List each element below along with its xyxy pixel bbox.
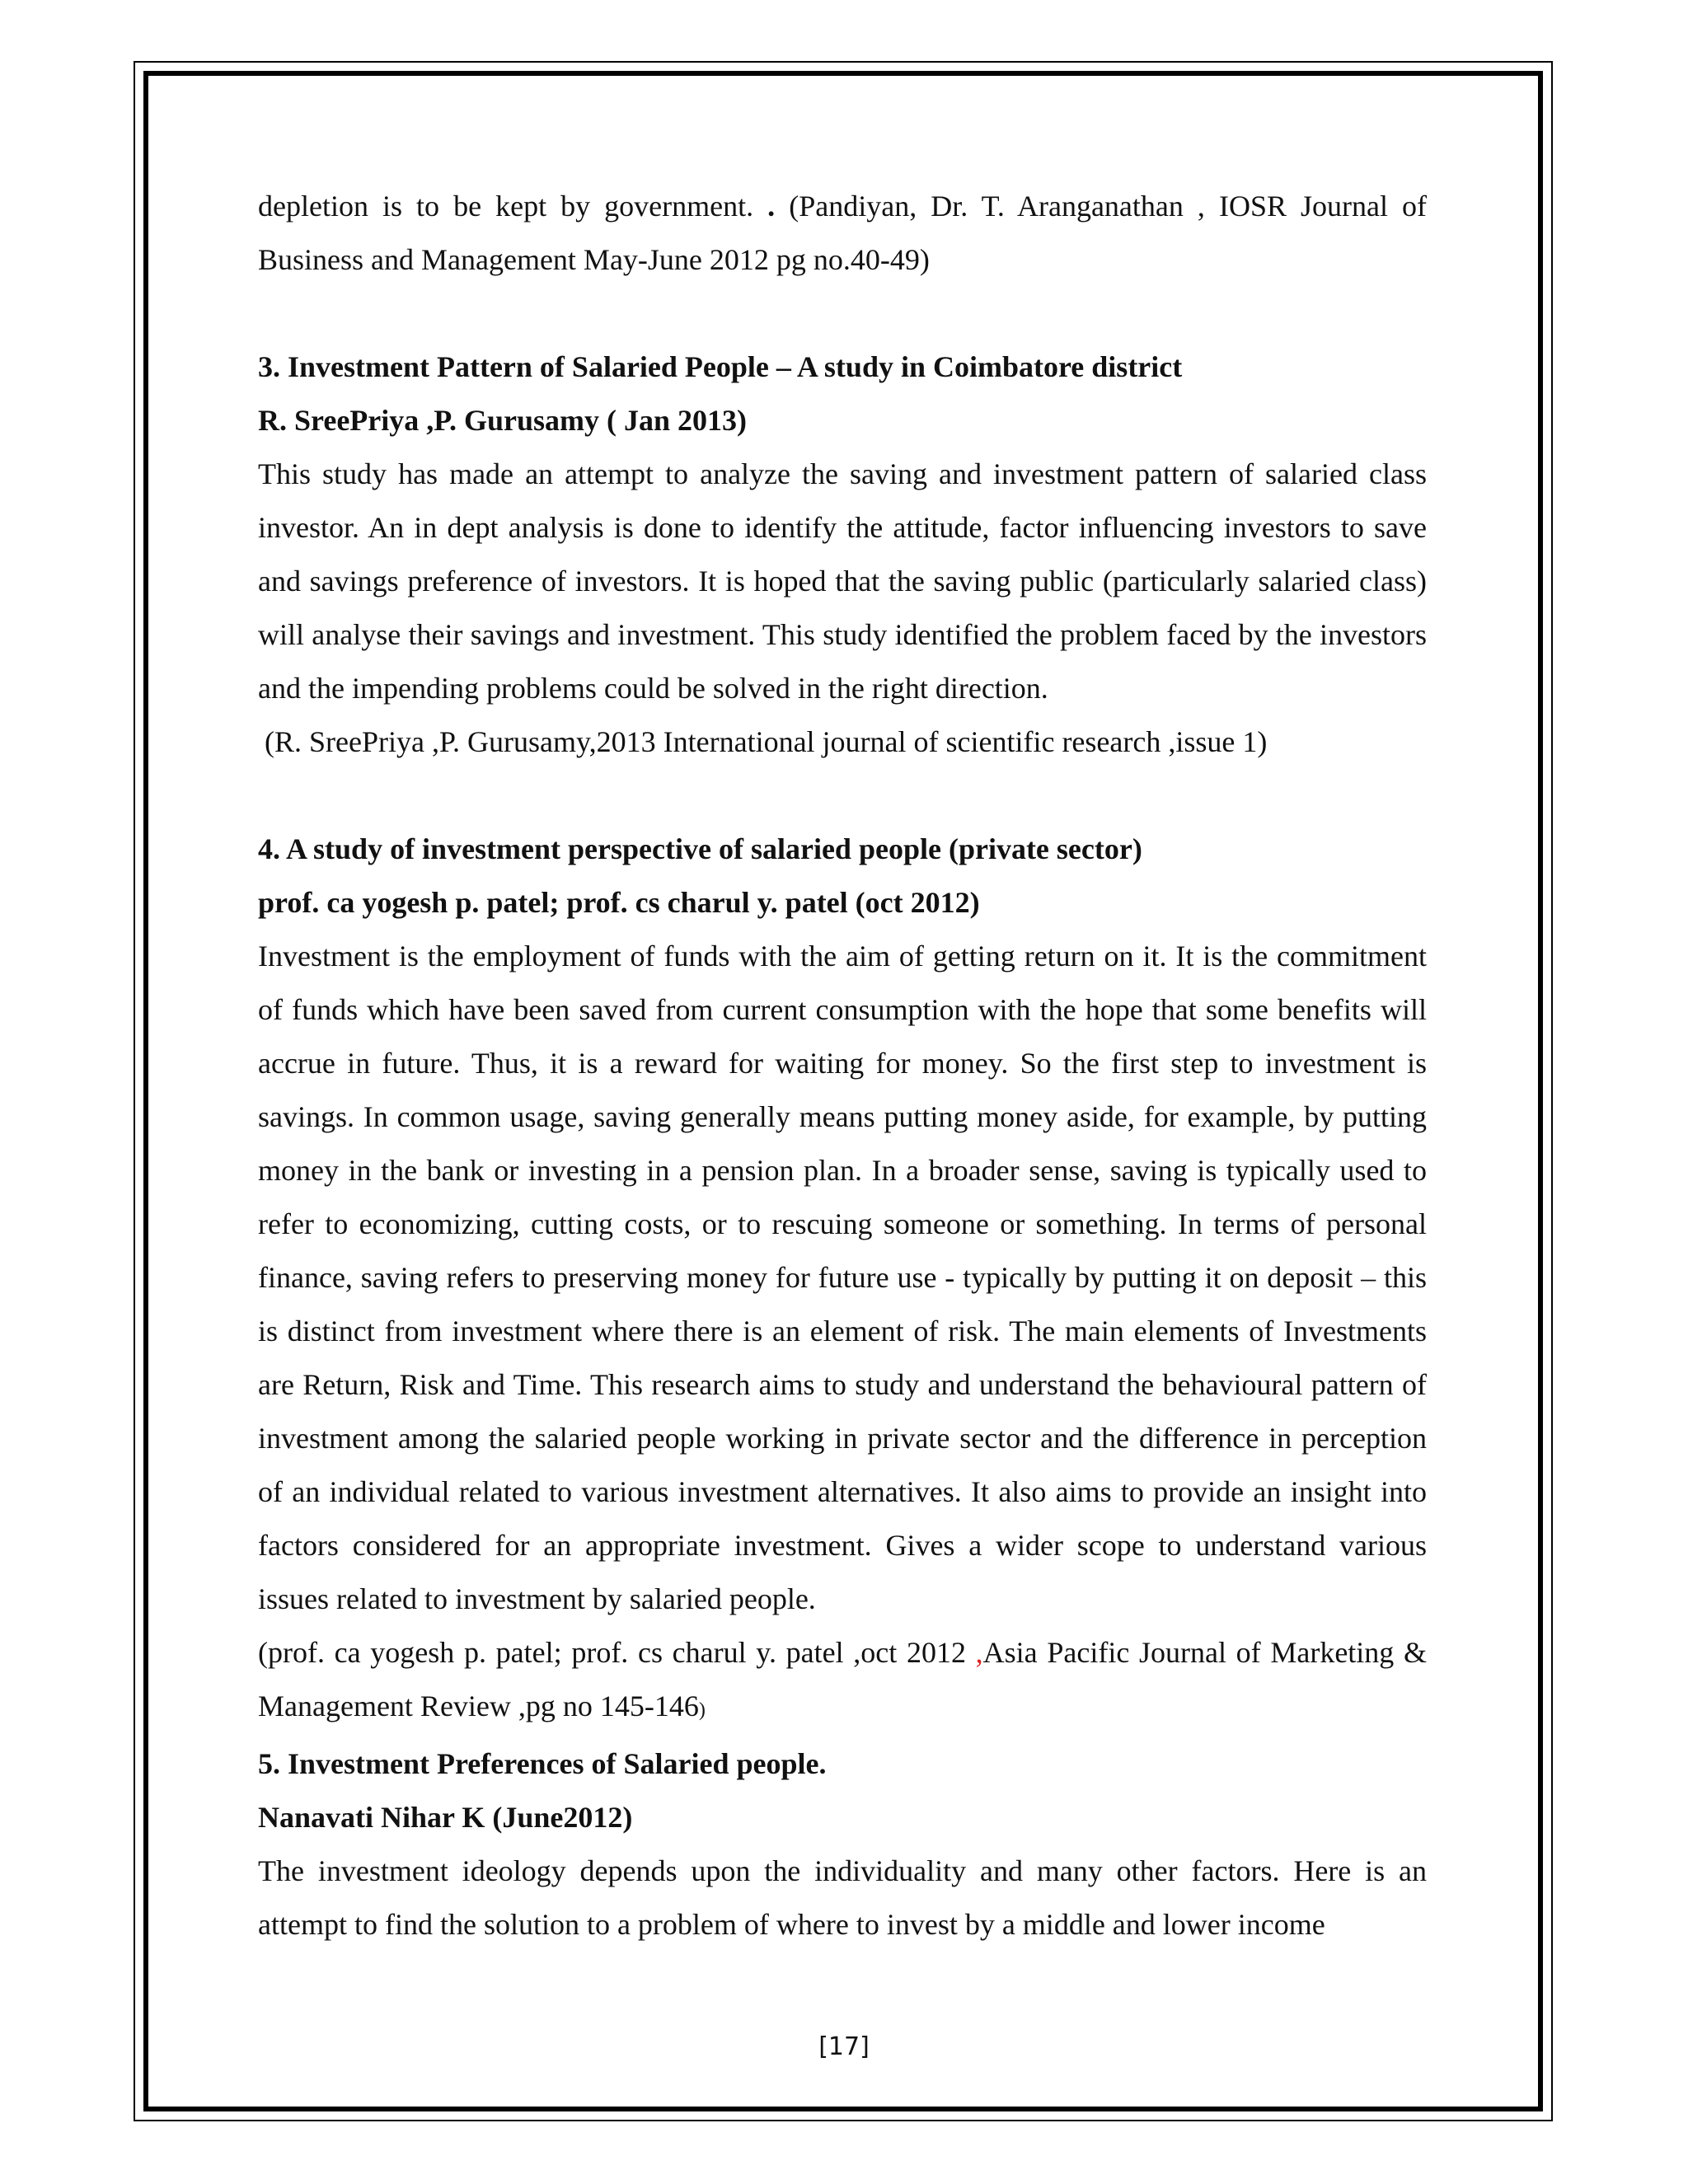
spacer <box>258 769 1427 823</box>
study3-body: This study has made an attempt to analyze the saving and investment pattern of salaried class investor. An in dept analysis is done to identify the attitude, factor influencing investors to save and savings preference of investors. It is hoped that the saving public (particularly salaried class) will analyse their savings and investment. This study identified the problem faced by the investors and the impending problems could be solved in the right direction. <box>258 457 1427 705</box>
study5-body: The investment ideology depends upon the individuality and many other factors. Here is an attempt to find the solution to a problem of where to invest by a middle and lower income <box>258 1854 1427 1941</box>
study4-authors: prof. ca yogesh p. patel; prof. cs charul y. patel (oct 2012) <box>258 886 980 919</box>
continuation-text: depletion is to be kept by government. <box>258 190 754 223</box>
study4-citation-red-comma: , <box>975 1636 983 1669</box>
study4-citation <box>258 1626 1427 1737</box>
spacer <box>258 287 1427 340</box>
study4-citation-part1: (prof. ca yogesh p. patel; prof. cs charul y. patel ,oct 2012 <box>258 1636 976 1669</box>
study4-citation-part2: Asia Pacific Journal of Marketing & Management Review ,pg no 145-146 <box>258 1636 1427 1722</box>
study4-citation-close: ) <box>698 1699 706 1721</box>
continuation-dot: . <box>767 190 790 223</box>
page-number: [17] <box>818 2032 870 2061</box>
continuation-paragraph <box>258 180 1427 287</box>
study4-heading: 4. A study of investment perspective of salaried people (private sector) <box>258 832 1142 865</box>
study5-heading: 5. Investment Preferences of Salaried people. <box>258 1747 827 1780</box>
document-body <box>258 180 1427 1952</box>
study3-citation: (R. SreePriya ,P. Gurusamy,2013 International journal of scientific research ,issue 1) <box>265 725 1268 758</box>
study3-authors: R. SreePriya ,P. Gurusamy ( Jan 2013) <box>258 404 747 437</box>
study4-body: Investment is the employment of funds with the aim of getting return on it. It is the commitment of funds which have been saved from current consumption with the hope that some benefits will accrue in future. Thus, it is a reward for waiting for money. So the first step to investment is savings. In common usage, saving generally means putting money aside, for example, by putting money in the bank or investing in a pension plan. In a broader sense, saving is typically used to refer to economizing, cutting costs, or to rescuing someone or something. In terms of personal finance, saving refers to preserving money for future use - typically by putting it on deposit – this is distinct from investment where there is an element of risk. The main elements of Investments are Return, Risk and Time. This research aims to study and understand the behavioural pattern of investment among the salaried people working in private sector and the difference in perception of an individual related to various investment alternatives. It also aims to provide an insight into factors considered for an appropriate investment. Gives a wider scope to understand various issues related to investment by salaried people. <box>258 940 1427 1615</box>
continuation-citation: (Pandiyan, Dr. T. Aranganathan , IOSR Journal of Business and Management May-June 2012 pg no.40-49) <box>258 190 1428 276</box>
study5-authors: Nanavati Nihar K (June2012) <box>258 1801 633 1834</box>
study3-heading: 3. Investment Pattern of Salaried People – A study in Coimbatore district <box>258 350 1183 383</box>
